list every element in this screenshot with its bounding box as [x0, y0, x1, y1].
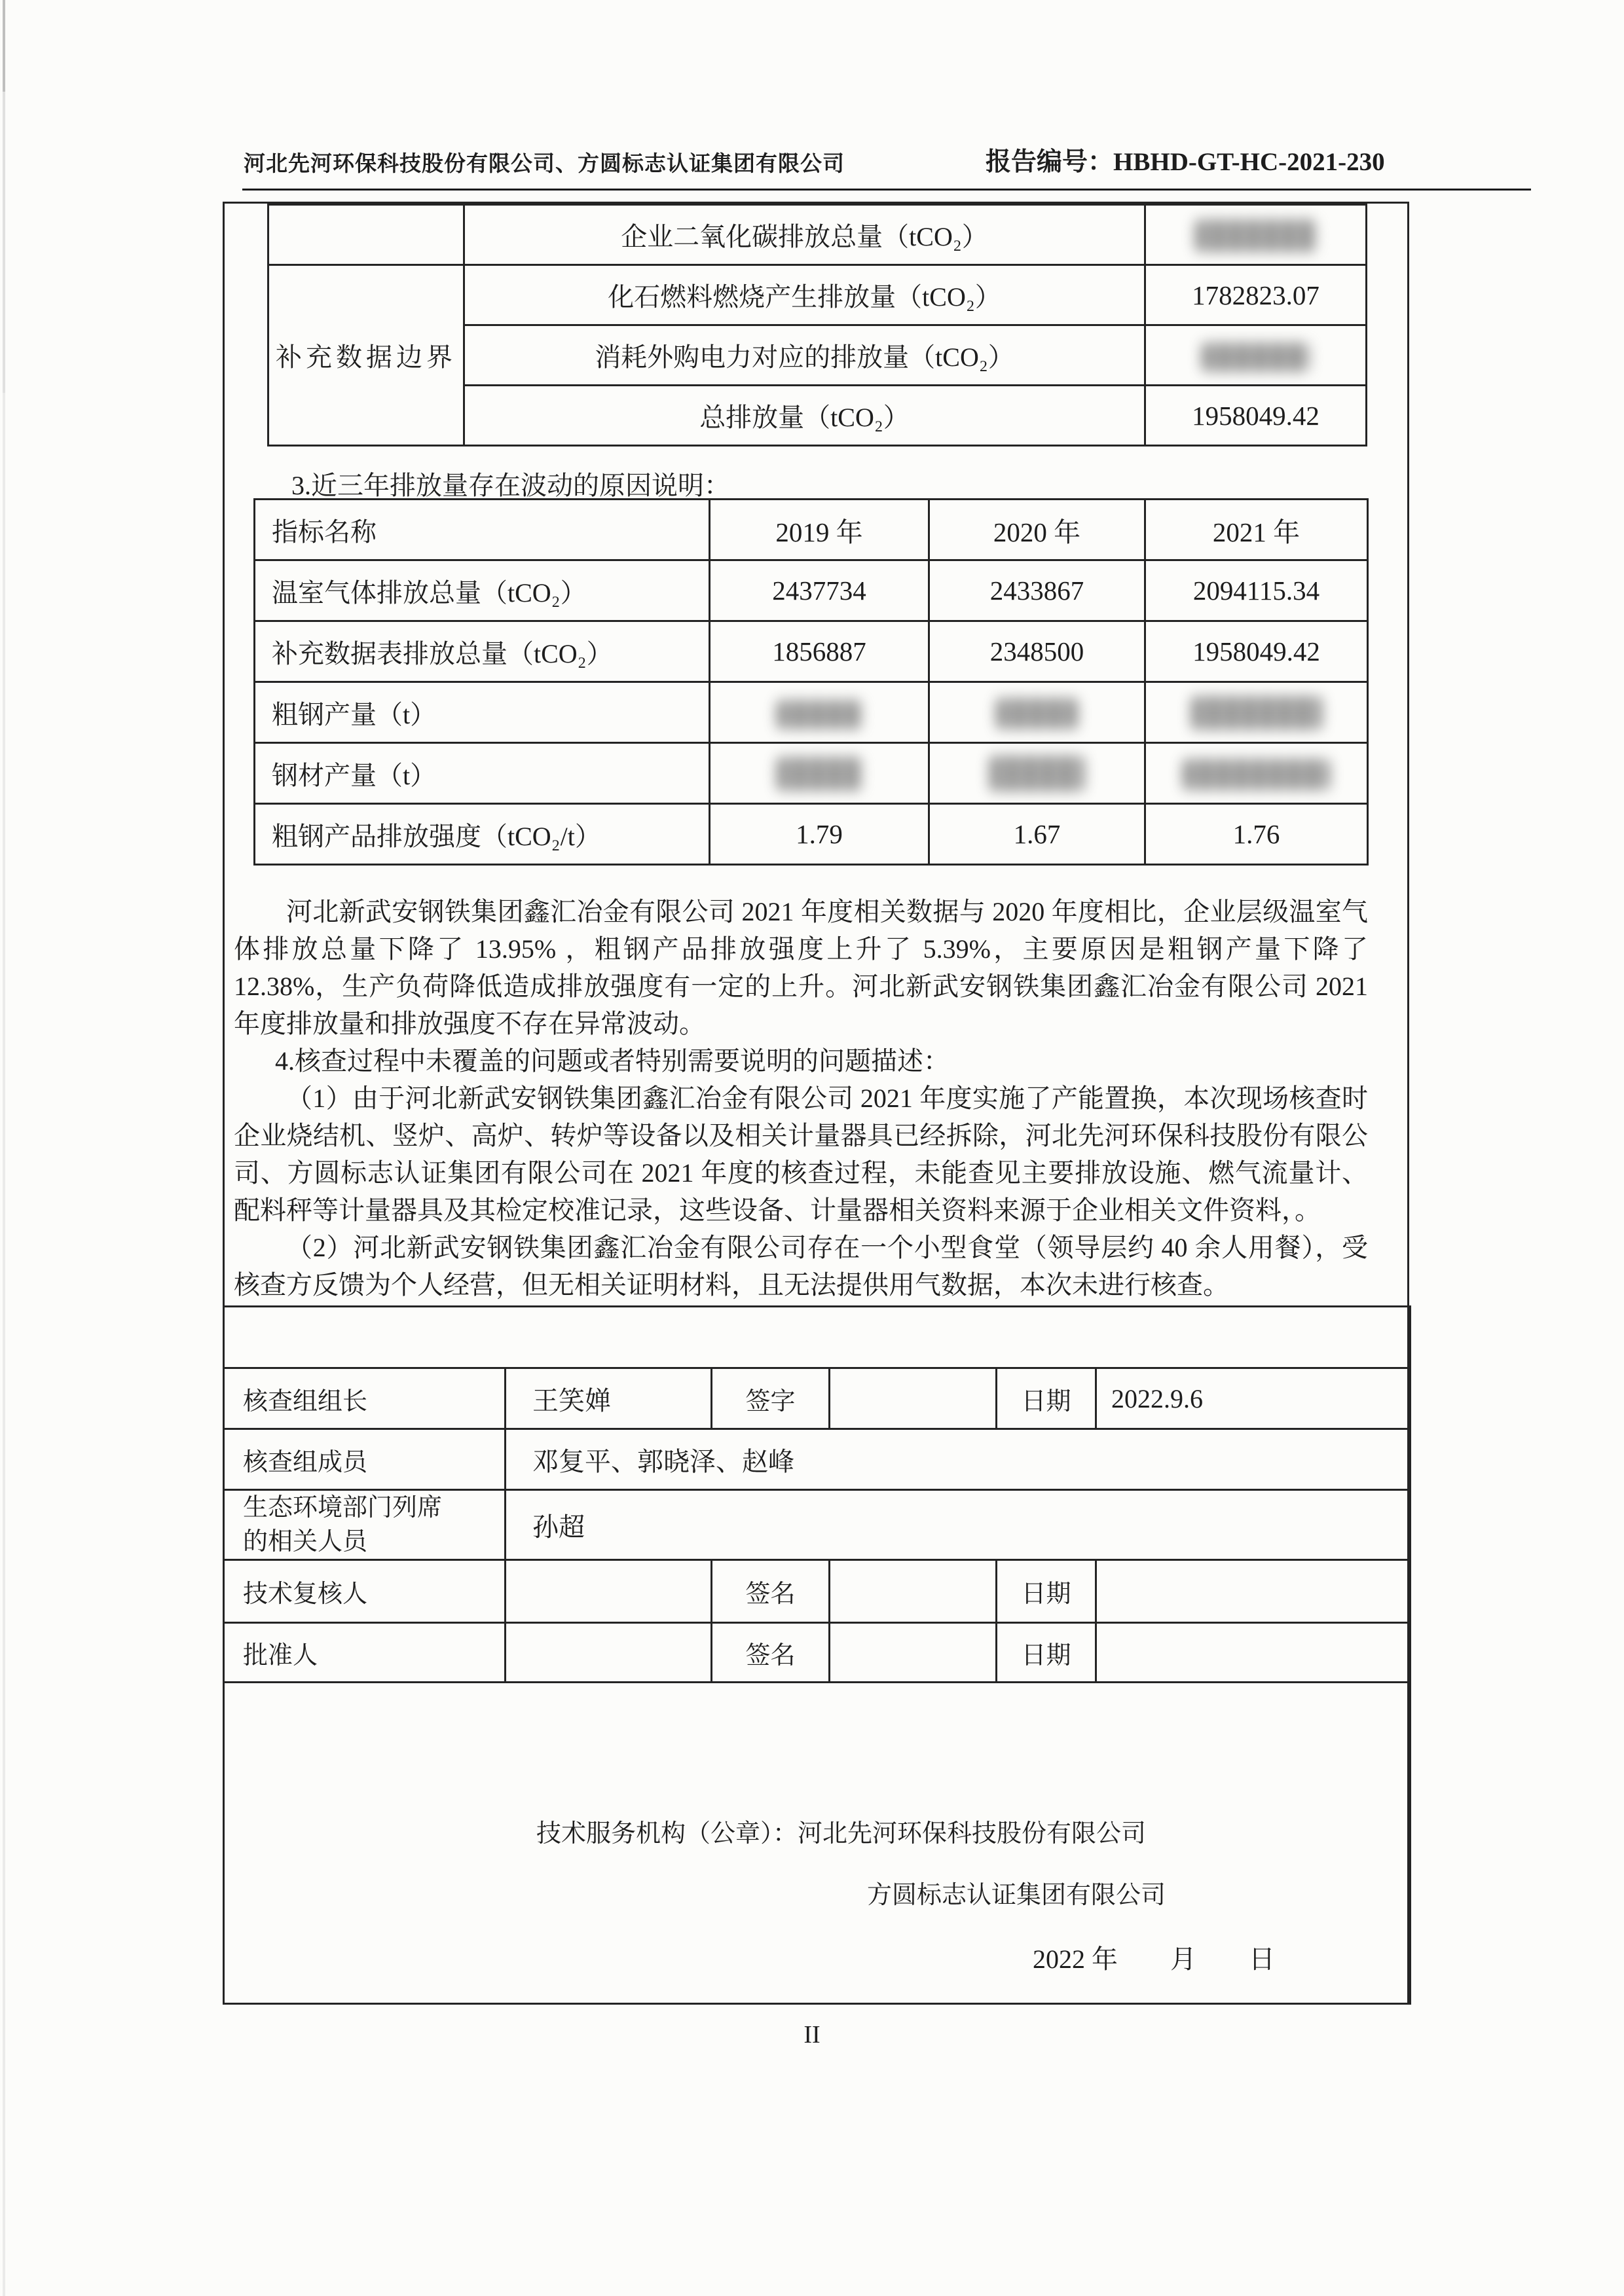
approver-label: 批准人	[224, 1623, 506, 1683]
signature-space	[830, 1623, 997, 1683]
section4-item1: （1）由于河北新武安钢铁集团鑫汇冶金有限公司 2021 年度实施了产能置换，本次现场核查时企业烧结机、竖炉、高炉、转炉等设备以及相关计量器具已经拆除，河北先河环保科技股份有限公司、方圆标志认证集团有限公司在 2021 年度的核查过程，未能查见主要排放设施、燃气流量计、配料秤等计量器具及其检定校准记录，这些设备、计量器相关资料来源于企业相关文件资料，。	[234, 1084, 1368, 1225]
scan-artifact	[3, 0, 5, 2296]
table-row	[255, 682, 1368, 743]
redacted-value-blur	[996, 698, 1078, 729]
team-leader-label: 核查组组长	[224, 1368, 506, 1429]
three-year-comparison-table	[253, 498, 1369, 866]
table-row	[224, 1683, 1411, 2004]
indicator-value: 2437734	[710, 560, 929, 621]
technical-reviewer-name	[506, 1560, 712, 1623]
report-number-label: 报告编号：	[986, 148, 1114, 176]
redacted-value-blur	[1191, 696, 1322, 730]
approver-name	[506, 1623, 712, 1683]
date-label: 日期	[997, 1623, 1096, 1683]
table-row	[268, 205, 1367, 265]
report-number-value: HBHD-GT-HC-2021-230	[1113, 148, 1385, 176]
indicator-label: 粗钢产品排放强度（tCO₂/t）	[255, 804, 710, 865]
team-members-label: 核查组成员	[224, 1429, 506, 1490]
redacted-value-blur	[1183, 759, 1330, 790]
redacted-value	[1145, 325, 1367, 386]
redacted-value	[1145, 205, 1367, 265]
table-row	[255, 743, 1368, 804]
table-row	[255, 804, 1368, 865]
empty-row	[224, 1307, 1411, 1368]
table-row	[224, 1307, 1411, 1368]
section4-title: 4.核查过程中未覆盖的问题或者特别需要说明的问题描述：	[275, 1046, 950, 1076]
redacted-value-blur	[989, 756, 1084, 792]
signature-space	[830, 1368, 997, 1429]
date-value	[1096, 1560, 1411, 1623]
table-row	[255, 560, 1368, 621]
redacted-value	[929, 682, 1145, 743]
redacted-value	[929, 743, 1145, 804]
header-organizations: 河北先河环保科技股份有限公司、方圆标志认证集团有限公司	[244, 153, 845, 176]
signature-label: 签名	[712, 1560, 830, 1623]
table-row	[224, 1429, 1411, 1490]
redacted-value-blur	[777, 757, 862, 791]
redacted-value-blur	[1195, 219, 1316, 252]
column-header: 2021 年	[1145, 500, 1368, 560]
signature-label: 签字	[712, 1368, 830, 1429]
date-label: 日期	[997, 1560, 1096, 1623]
form-outline	[223, 202, 1409, 2005]
service-org-line1: 技术服务机构（公章）：河北先河环保科技股份有限公司	[536, 1820, 1147, 1848]
redacted-value	[1145, 743, 1368, 804]
team-members-names: 邓复平、郭晓泽、赵峰	[506, 1429, 1411, 1490]
indicator-value: 1782823.07	[1145, 265, 1367, 325]
indicator-value: 2433867	[929, 560, 1145, 621]
table-row	[224, 1560, 1411, 1623]
indicator-label: 粗钢产量（t）	[255, 682, 710, 743]
indicator-label: 补充数据表排放总量（tCO₂）	[255, 621, 710, 682]
table-row	[224, 1490, 1411, 1560]
boundary-label: 补充数据边界	[268, 265, 464, 446]
stamp-date-line: 2022 年 月 日	[1033, 1944, 1275, 1974]
table-header-row	[255, 500, 1368, 560]
signoff-table	[223, 1305, 1411, 2005]
table-row	[224, 1623, 1411, 1683]
signature-space	[830, 1560, 997, 1623]
signature-label: 签名	[712, 1623, 830, 1683]
env-dept-name: 孙超	[506, 1490, 1411, 1560]
indicator-label: 总排放量（tCO₂）	[464, 386, 1145, 446]
service-org-line2: 方圆标志认证集团有限公司	[867, 1882, 1166, 1909]
indicator-label: 钢材产量（t）	[255, 743, 710, 804]
table-row	[255, 621, 1368, 682]
env-dept-label: 生态环境部门列席的相关人员	[224, 1490, 506, 1560]
indicator-label: 企业二氧化碳排放总量（tCO₂）	[464, 205, 1145, 265]
column-header: 2020 年	[929, 500, 1145, 560]
indicator-value: 1958049.42	[1145, 621, 1368, 682]
section3-title: 3.近三年排放量存在波动的原因说明：	[291, 471, 730, 500]
empty-cell	[268, 205, 464, 265]
column-header: 指标名称	[255, 500, 710, 560]
technical-reviewer-label: 技术复核人	[224, 1560, 506, 1623]
indicator-value: 1.76	[1145, 804, 1368, 865]
indicator-value: 2094115.34	[1145, 560, 1368, 621]
team-leader-name: 王笑婵	[506, 1368, 712, 1429]
indicator-value: 1958049.42	[1145, 386, 1367, 446]
redacted-value	[710, 682, 929, 743]
table-row	[224, 1368, 1411, 1429]
stamp-area	[224, 1683, 1411, 2004]
header-rule	[242, 189, 1531, 191]
redacted-value	[710, 743, 929, 804]
section4-item2: （2）河北新武安钢铁集团鑫汇冶金有限公司存在一个小型食堂（领导层约 40 余人用餐），受核查方反馈为个人经营，但无相关证明材料，且无法提供用气数据，本次未进行核查。	[234, 1233, 1368, 1300]
indicator-label: 化石燃料燃烧产生排放量（tCO₂）	[464, 265, 1145, 325]
report-number	[986, 141, 1385, 178]
fluctuation-explanation: 河北新武安钢铁集团鑫汇冶金有限公司 2021 年度相关数据与 2020 年度相比，企业层级温室气体排放总量下降了 13.95% ，粗钢产品排放强度上升了 5.39%，主要原因是粗钢产量下降了 12.38%，生产负荷降低造成排放强度有一定的上升。河北新武安钢铁集团鑫汇冶金有限公司 2021 年度排放量和排放强度不存在异常波动。	[234, 897, 1368, 1038]
redacted-value-blur	[1202, 342, 1310, 372]
table-row	[268, 265, 1367, 325]
page-number: II	[803, 2021, 821, 2049]
column-header: 2019 年	[710, 500, 929, 560]
narrative-text	[234, 893, 1368, 1303]
indicator-label: 消耗外购电力对应的排放量（tCO₂）	[464, 325, 1145, 386]
redacted-value	[1145, 682, 1368, 743]
indicator-label: 温室气体排放总量（tCO₂）	[255, 560, 710, 621]
indicator-value: 1.79	[710, 804, 929, 865]
date-value: 2022.9.6	[1096, 1368, 1411, 1429]
indicator-value: 1856887	[710, 621, 929, 682]
redacted-value-blur	[777, 700, 862, 729]
date-label: 日期	[997, 1368, 1096, 1429]
supplementary-data-table	[267, 204, 1367, 446]
indicator-value: 2348500	[929, 621, 1145, 682]
indicator-value: 1.67	[929, 804, 1145, 865]
date-value	[1096, 1623, 1411, 1683]
